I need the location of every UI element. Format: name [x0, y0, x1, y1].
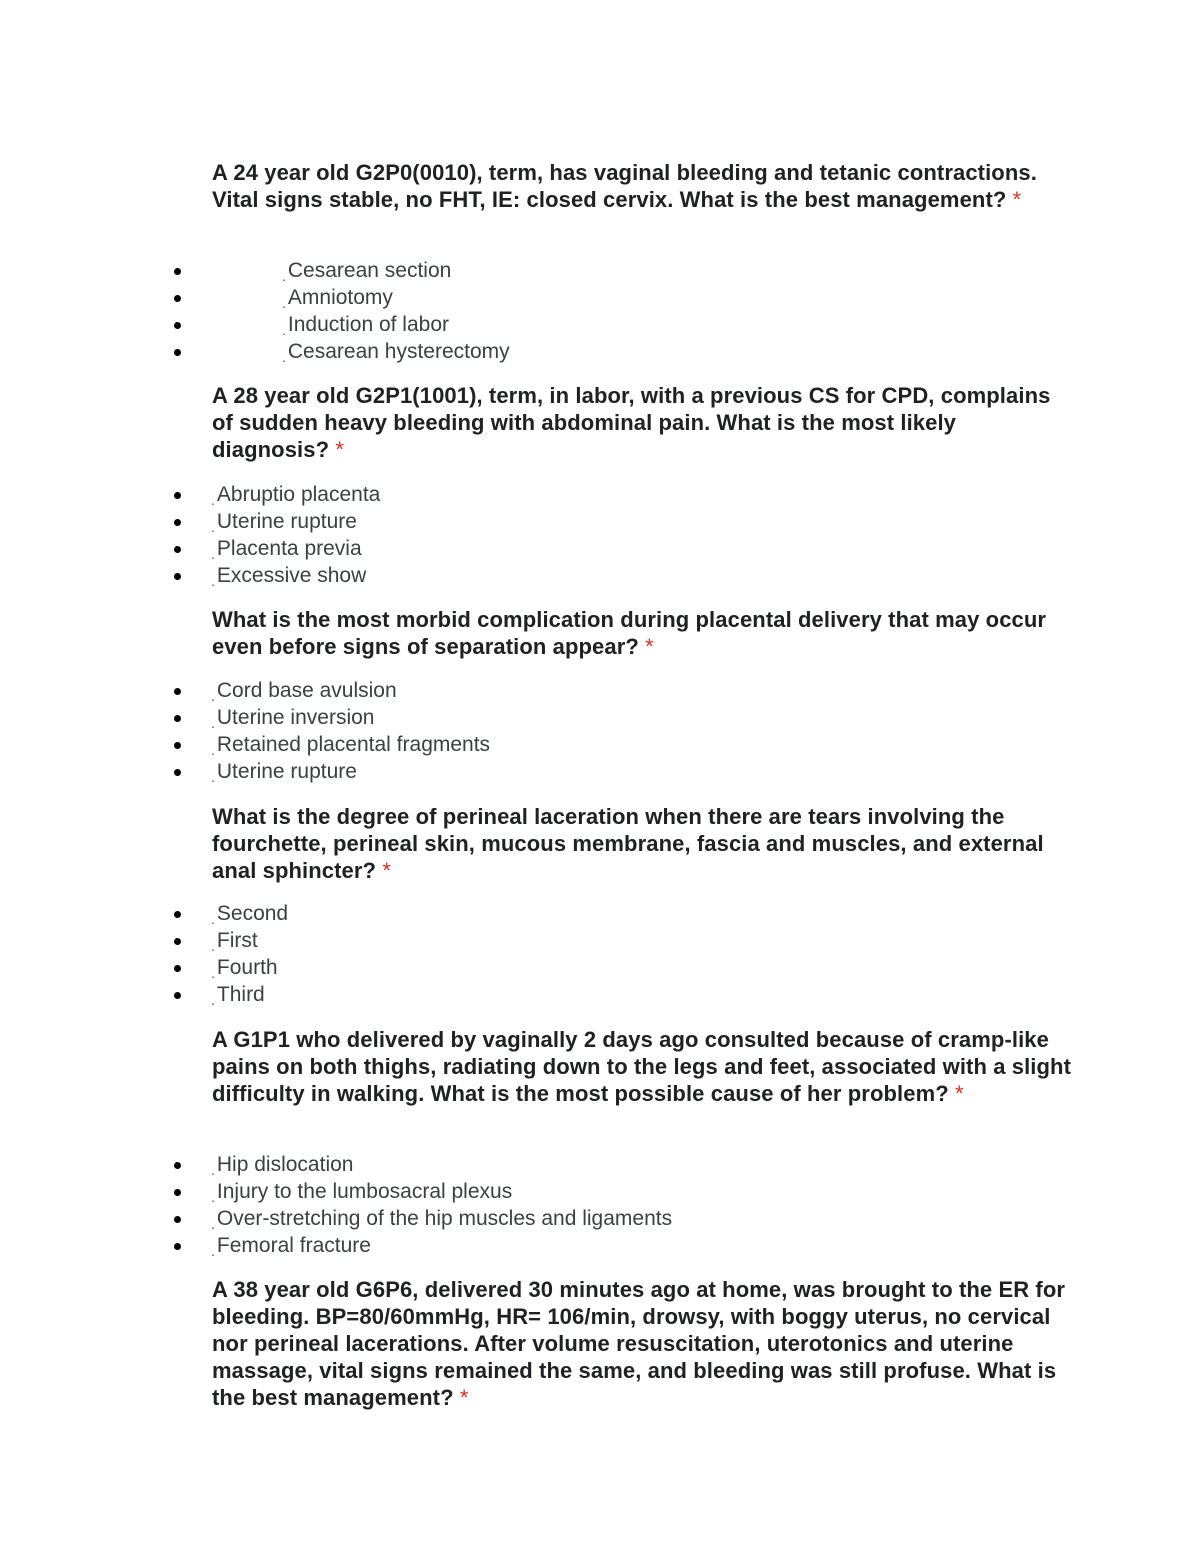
list-item[interactable] — [0, 257, 1200, 284]
list-item[interactable] — [0, 284, 1200, 311]
required-mark: * — [459, 1385, 469, 1410]
option-label: . Uterine rupture — [211, 508, 357, 537]
question-4 — [212, 803, 1072, 884]
option-label: . Amniotomy — [282, 284, 393, 313]
list-item[interactable] — [0, 927, 1200, 954]
list-item[interactable] — [0, 562, 1200, 589]
question-6-text: A 38 year old G6P6, delivered 30 minutes ago at home, was brought to the ER for bleeding. BP=80/60mmHg, HR= 106/min, drowsy, with boggy uterus, no cervical nor perineal lacerations. After volume resuscitation, uterotonics and uterine massage, vital signs remained the same, and bleeding was still profuse. What is the best management? — [212, 1277, 1066, 1410]
list-item[interactable] — [0, 1205, 1200, 1232]
option-label: . Cesarean hysterectomy — [282, 338, 510, 367]
option-label: . Placenta previa — [211, 535, 362, 564]
question-2-text: A 28 year old G2P1(1001), term, in labor, with a previous CS for CPD, complains of sudden heavy bleeding with abdominal pain. What is the most likely diagnosis? — [212, 383, 1051, 462]
list-item[interactable] — [0, 535, 1200, 562]
bullet-icon — [174, 742, 181, 749]
option-label: . Retained placental fragments — [211, 731, 490, 760]
option-label: . Uterine rupture — [211, 758, 357, 787]
list-item[interactable] — [0, 338, 1200, 365]
list-item[interactable] — [0, 1151, 1200, 1178]
question-5-options — [0, 1151, 1200, 1259]
option-label: . Fourth — [211, 954, 278, 983]
question-5 — [212, 1026, 1072, 1107]
question-5-text: A G1P1 who delivered by vaginally 2 days ago consulted because of cramp-like pains on both thighs, radiating down to the legs and feet, associated with a slight difficulty in walking. What is the most possible cause of her problem? — [212, 1027, 1072, 1106]
list-item[interactable] — [0, 311, 1200, 338]
bullet-icon — [174, 1243, 181, 1250]
bullet-icon — [174, 349, 181, 356]
bullet-icon — [174, 268, 181, 275]
question-1 — [212, 159, 1072, 213]
option-label: . Femoral fracture — [211, 1232, 371, 1261]
question-6 — [212, 1276, 1072, 1411]
bullet-icon — [174, 911, 181, 918]
option-label: . Hip dislocation — [211, 1151, 353, 1180]
option-label: . Excessive show — [211, 562, 366, 591]
required-mark: * — [645, 634, 654, 659]
bullet-icon — [174, 938, 181, 945]
option-label: . Second — [211, 900, 288, 929]
required-mark: * — [1012, 187, 1022, 212]
question-4-text: What is the degree of perineal laceration when there are tears involving the fourchette, perineal skin, mucous membrane, fascia and muscles, and external anal sphincter? — [212, 804, 1044, 883]
bullet-icon — [174, 519, 181, 526]
list-item[interactable] — [0, 954, 1200, 981]
list-item[interactable] — [0, 677, 1200, 704]
question-2-options — [0, 481, 1200, 589]
question-2 — [212, 382, 1072, 463]
option-label: . Cesarean section — [282, 257, 451, 286]
option-label: . Over-stretching of the hip muscles and ligaments — [211, 1205, 672, 1234]
bullet-icon — [174, 769, 181, 776]
bullet-icon — [174, 688, 181, 695]
list-item[interactable] — [0, 508, 1200, 535]
required-mark: * — [955, 1081, 964, 1106]
bullet-icon — [174, 1162, 181, 1169]
bullet-icon — [174, 573, 181, 580]
question-1-text: A 24 year old G2P0(0010), term, has vaginal bleeding and tetanic contractions. Vital signs stable, no FHT, IE: closed cervix. What is the best management? — [212, 160, 1037, 212]
question-4-options — [0, 900, 1200, 1008]
option-label: . Abruptio placenta — [211, 481, 380, 510]
question-3-text: What is the most morbid complication during placental delivery that may occur even before signs of separation appear? — [212, 607, 1047, 659]
list-item[interactable] — [0, 481, 1200, 508]
bullet-icon — [174, 546, 181, 553]
option-label: . Uterine inversion — [211, 704, 374, 733]
required-mark: * — [382, 858, 391, 883]
bullet-icon — [174, 965, 181, 972]
list-item[interactable] — [0, 758, 1200, 785]
list-item[interactable] — [0, 731, 1200, 758]
list-item[interactable] — [0, 1232, 1200, 1259]
question-3 — [212, 606, 1072, 660]
bullet-icon — [174, 492, 181, 499]
bullet-icon — [174, 992, 181, 999]
bullet-icon — [174, 715, 181, 722]
question-1-options — [0, 257, 1200, 365]
list-item[interactable] — [0, 1178, 1200, 1205]
bullet-icon — [174, 1189, 181, 1196]
option-label: . First — [211, 927, 258, 956]
option-label: . Injury to the lumbosacral plexus — [211, 1178, 512, 1207]
bullet-icon — [174, 322, 181, 329]
bullet-icon — [174, 1216, 181, 1223]
list-item[interactable] — [0, 981, 1200, 1008]
option-label: . Cord base avulsion — [211, 677, 397, 706]
list-item[interactable] — [0, 900, 1200, 927]
option-label: . Induction of labor — [282, 311, 449, 340]
option-label: . Third — [211, 981, 265, 1010]
question-3-options — [0, 677, 1200, 785]
bullet-icon — [174, 295, 181, 302]
required-mark: * — [335, 437, 345, 462]
list-item[interactable] — [0, 704, 1200, 731]
